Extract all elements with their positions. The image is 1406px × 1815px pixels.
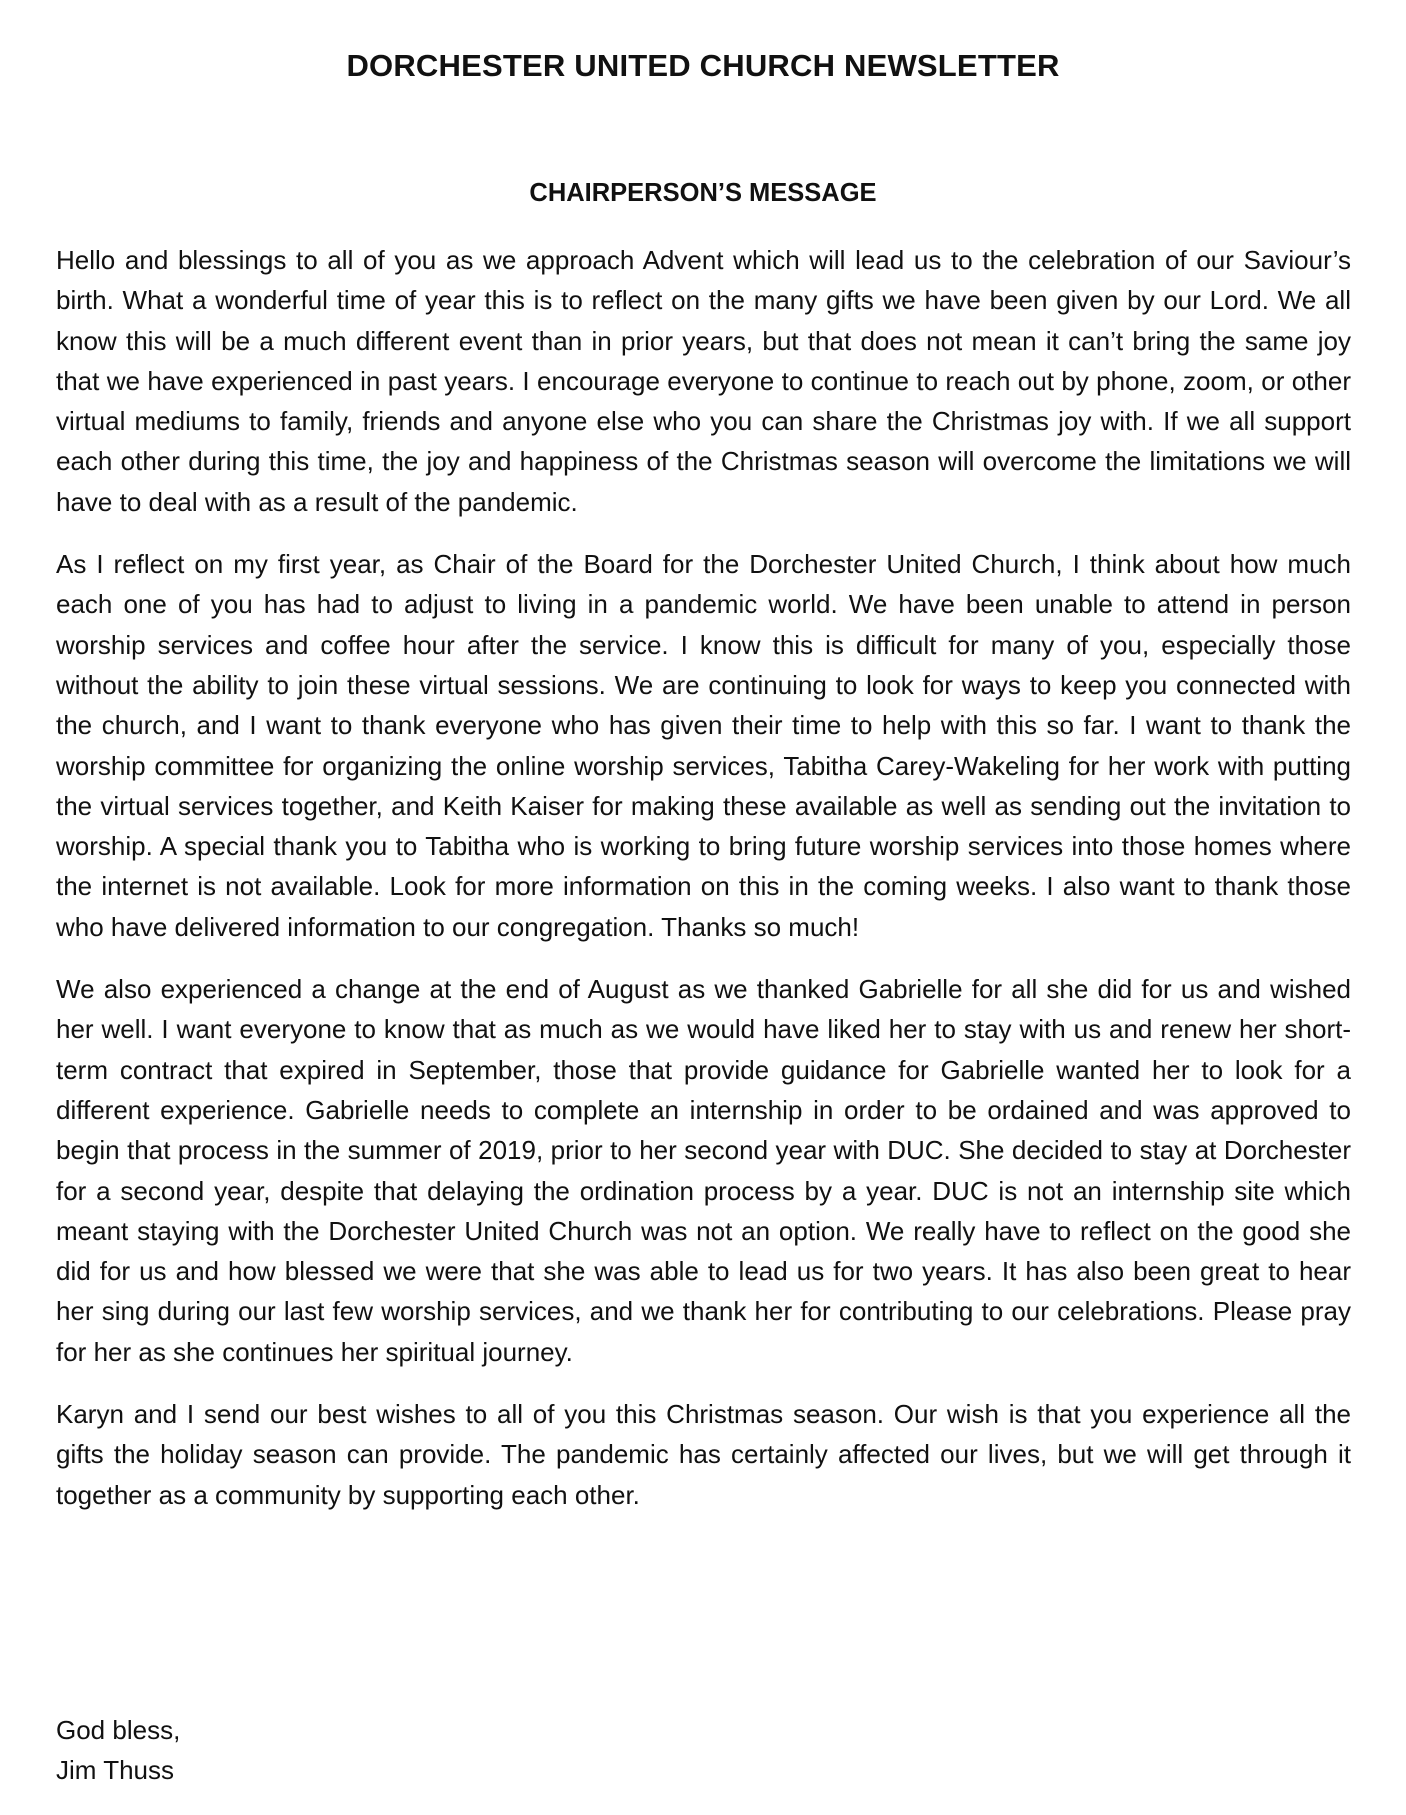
newsletter-title: DORCHESTER UNITED CHURCH NEWSLETTER xyxy=(346,48,1060,83)
message-body xyxy=(56,240,1351,1537)
paragraph-first-year-reflection: As I reflect on my first year, as Chair of the Board for the Dorchester United Church, I think about how much each one of you has had to adjust to living in a pandemic world. We have been unable to attend in person worship services and coffee hour after the service. I know this is difficult for many of you, especially those without the ability to join these virtual sessions. We are continuing to look for ways to keep you connected with the church, and I want to thank everyone who has given their time to help with this so far. I want to thank the worship committee for organizing the online worship services, Tabitha Carey-Wakeling for her work with putting the virtual services together, and Keith Kaiser for making these available as well as sending out the invitation to worship. A special thank you to Tabitha who is working to bring future worship services into those homes where the internet is not available. Look for more information on this in the coming weeks. I also want to thank those who have delivered information to our congregation. Thanks so much! xyxy=(56,549,1351,942)
paragraph-advent-greeting: Hello and blessings to all of you as we approach Advent which will lead us to the celebration of our Saviour’s birth. What a wonderful time of year this is to reflect on the many gifts we have been given by our Lord. We all know this will be a much different event than in prior years, but that does not mean it can’t bring the same joy that we have experienced in past years. I encourage everyone to continue to reach out by phone, zoom, or other virtual mediums to family, friends and anyone else who you can share the Christmas joy with. If we all support each other during this time, the joy and happiness of the Christmas season will overcome the limitations we will have to deal with as a result of the pandemic. xyxy=(56,245,1351,517)
signature-name: Jim Thuss xyxy=(56,1755,174,1785)
section-title: CHAIRPERSON’S MESSAGE xyxy=(529,179,877,207)
closing-block xyxy=(56,1710,180,1790)
closing-salutation: God bless, xyxy=(56,1715,181,1745)
paragraph-christmas-wishes: Karyn and I send our best wishes to all of you this Christmas season. Our wish is that you experience all the gifts the holiday season can provide. The pandemic has certainly affected our lives, but we will get through it together as a community by supporting each other. xyxy=(56,1399,1351,1510)
paragraph-gabrielle-farewell: We also experienced a change at the end of August as we thanked Gabrielle for all she did for us and wished her well. I want everyone to know that as much as we would have liked her to stay with us and renew her short-term contract that expired in September, those that provide guidance for Gabrielle wanted her to look for a different experience. Gabrielle needs to complete an internship in order to be ordained and was approved to begin that process in the summer of 2019, prior to her second year with DUC. She decided to stay at Dorchester for a second year, despite that delaying the ordination process by a year. DUC is not an internship site which meant staying with the Dorchester United Church was not an option. We really have to reflect on the good she did for us and how blessed we were that she was able to lead us for two years. It has also been great to hear her sing during our last few worship services, and we thank her for contributing to our celebrations. Please pray for her as she continues her spiritual journey. xyxy=(56,974,1351,1367)
